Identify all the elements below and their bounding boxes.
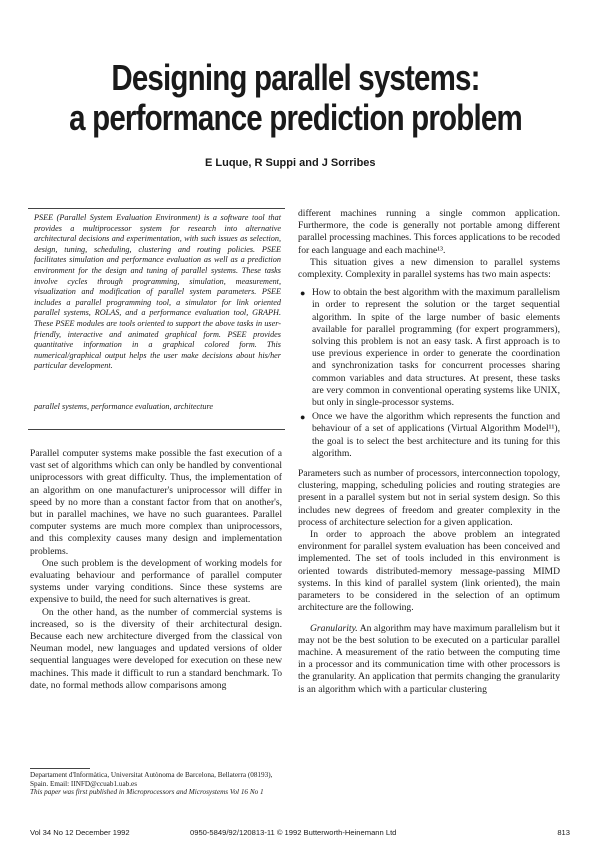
- footnote: [30, 771, 282, 797]
- left-column: [30, 448, 282, 692]
- page-number: 813: [557, 828, 570, 837]
- authors: E Luque, R Suppi and J Sorribes: [205, 157, 376, 169]
- paragraph: different machines running a single common application. Furthermore, the code is generally not portable among different parallel processing machines. This forces applications to be recoded for each language and each machine¹³.: [298, 208, 560, 256]
- keywords: parallel systems, performance evaluation, architecture: [34, 402, 214, 411]
- title-line-2: a performance prediction problem: [69, 97, 522, 138]
- list-item-text: Once we have the algorithm which represents the function and behaviour of a set of applications (Virtual Algorithm Model¹¹), the goal is to select the best architecture and its tuning for this algorithm.: [312, 411, 560, 459]
- spacer: [298, 615, 560, 623]
- abstract: PSEE (Parallel System Evaluation Environment) is a software tool that provides a multiprocessor system for research into alternative architectural decisions and experimentation, with such issues as selection, design, tuning, scheduling, clustering and routing policies. PSEE facilitates simulation and performance evaluation as well as a prediction environment for the design and tuning of parallel systems. These tasks involve cycles through programming, simulation, measurement, visualization and modification of parallel system parameters. PSEE includes a parallel programming tool, a simulator for link oriented parallel systems, ROLAS, and a performance evaluation tool, GRAPH. These PSEE modules are tools oriented to support the above tasks in user-friendly, interactive and animated graphical form. PSEE provides quantitative information in a graphical colored form. This numerical/graphical output helps the user make decisions about his/her particular development.: [34, 213, 281, 371]
- title-line-1: Designing parallel systems:: [111, 57, 480, 98]
- bullet-icon: ●: [300, 412, 306, 423]
- paragraph: Parameters such as number of processors, interconnection topology, clustering, mapping, scheduling policies and routing strategies are present in a parallel system but not in serial system design. So this includes new degrees of freedom and greater complexity in the process of architecture selection for a given application.: [298, 468, 560, 528]
- paragraph: In order to approach the above problem an integrated environment for parallel system evaluation has been conceived and implemented. The set of tools included in this environment is oriented towards distributed-memory message-passing MIMD systems. In this kind of parallel system (link oriented), the main parameters to be considered in the selection of an optimum architecture are the following.: [298, 529, 560, 614]
- paragraph: One such problem is the development of working models for evaluating behaviour and performance of parallel computer systems under varying conditions. Since these systems are expensive to build, the need for such alternatives is great.: [30, 557, 282, 606]
- granularity-text: An algorithm may have maximum parallelism but it may not be the best solution to be executed on a particular parallel machine. A measurement of the ratio between the computing time in a processor and its communication time with other processors is the granularity. An application that permits changing the granularity is an algorithm which with a particular clustering: [298, 622, 560, 695]
- paragraph: Parallel computer systems make possible the fast execution of a vast set of algorithms which can only be handled by conventional uniprocessors with great difficulty. Thus, the implementation of an algorithm on one manufacturer's uniprocessor will differ in speed by no more than a constant factor from that on another's, but in parallel machines, we have no such guarantees. Parallel computer systems are much more complex than uniprocessors, and this complexity causes many design and implementation problems.: [30, 448, 282, 557]
- list-item: [298, 287, 560, 409]
- footnote-rule: [30, 768, 90, 769]
- granularity-label: Granularity.: [310, 622, 358, 634]
- journal-issue: Vol 34 No 12 December 1992: [30, 828, 130, 837]
- paragraph: [298, 623, 560, 696]
- paragraph: On the other hand, as the number of commercial systems is increased, so is the diversity of their architectural design. Because each new architecture diverged from the classical von Neuman model, new languages and updated versions of older sequential languages were developed for execution on these new machines. This made it difficult to run a standard benchmark. To date, no formal methods allow comparisons among: [30, 606, 282, 691]
- list-item: [298, 411, 560, 460]
- paragraph: This situation gives a new dimension to parallel systems complexity. Complexity in parallel systems has two main aspects:: [298, 256, 560, 281]
- copyright: 0950-5849/92/120813-11 © 1992 Butterworth-Heinemann Ltd: [190, 828, 397, 837]
- publication-note: This paper was first published in Microprocessors and Microsystems Vol 16 No 1: [30, 788, 264, 797]
- list-item-text: How to obtain the best algorithm with the maximum parallelism in order to represent the solution or the target sequential algorithm. In spite of the large number of basic elements available for parallel programming (for expert programmers), solving this problem is not an easy task. A first approach is to use previous experience in order to generate the coordination and synchronization tasks for concurrent processes sharing common variables and data structures. At present, these tasks are very common in conventional operating systems like UNIX, but only in single-processor systems.: [312, 287, 560, 409]
- paper-title: [53, 58, 538, 138]
- right-column: [298, 208, 560, 696]
- affiliation: Departament d'Informàtica, Universitat Autònoma de Barcelona, Bellaterra (08193), Spain. Email: IINFD@ccuab1.uab.es: [30, 771, 273, 788]
- aspects-list: [298, 287, 560, 460]
- bullet-icon: ●: [300, 288, 306, 299]
